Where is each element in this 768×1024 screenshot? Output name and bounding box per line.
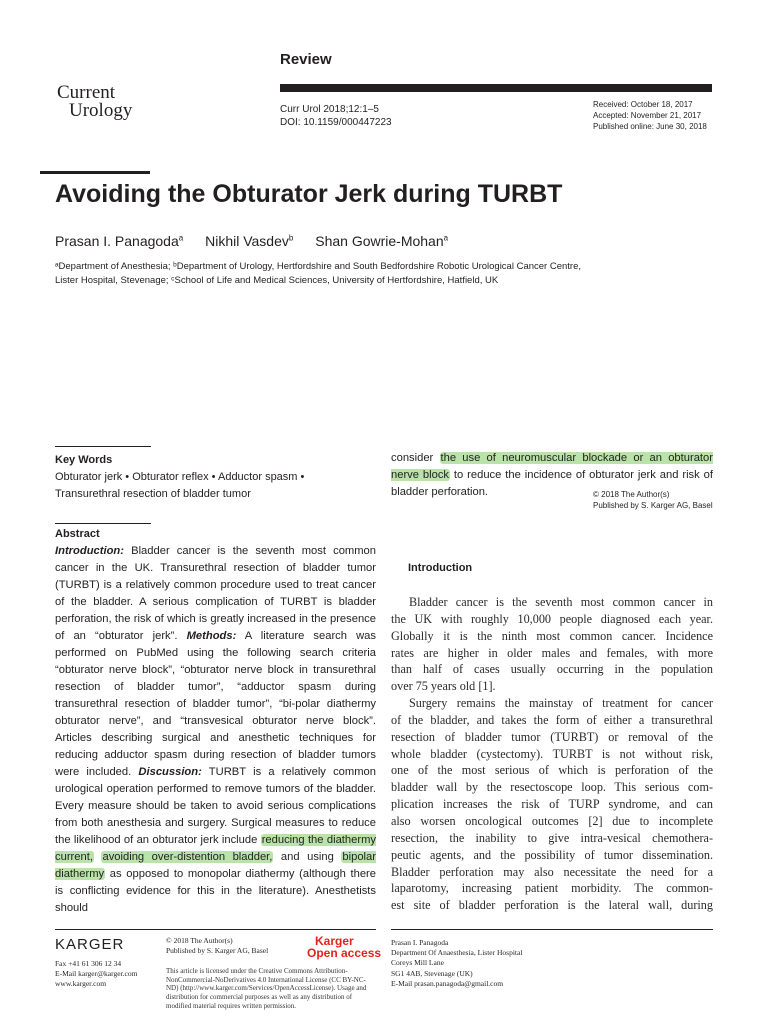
discussion-label: Discussion: <box>138 766 202 778</box>
published-date: Published online: June 30, 2018 <box>593 122 707 131</box>
article-title: Avoiding the Obturator Jerk during TURBT <box>55 180 563 208</box>
keywords-heading: Key Words <box>55 454 113 466</box>
received-date: Received: October 18, 2017 <box>593 100 693 109</box>
discussion-text: TURBT is a relatively common urological operation performed to remove tumors of the bladder. Every measure should be taken to avoid serious complications from both anesthesia and surgery. Surgical measures to reduce the likelihood of an obturator jerk include <box>55 766 376 846</box>
footer-rule-left <box>55 929 376 930</box>
affiliations <box>55 260 581 288</box>
publisher-fax: Fax +41 61 306 12 34 <box>55 959 122 968</box>
keywords-rule <box>55 446 151 447</box>
discussion-tail: as opposed to monopolar diathermy (although there is conflicting evidence for this in the literature). Anesthetists should <box>55 868 376 914</box>
intro-label: Introduction: <box>55 545 124 557</box>
highlight-neuromuscular-blockade: the use of neuromuscular blockade or an obturator nerve block <box>391 452 713 481</box>
logo-line-1: Current <box>57 82 116 103</box>
abstract-rule <box>55 523 151 524</box>
corresponding-author: Prasan I. Panagoda <box>391 938 449 947</box>
author-list <box>55 233 448 249</box>
highlight-bipolar: bipolar diathermy <box>55 851 376 880</box>
doi: DOI: 10.1159/000447223 <box>280 117 392 128</box>
author-3: Shan Gowrie-Mohan$^a$ <box>315 233 449 249</box>
author-2: Nikhil Vasdev$^b$ <box>205 233 294 249</box>
methods-label: Methods: <box>186 630 237 642</box>
abstract-continuation: consider the use of neuromuscular blockade or an obturator nerve block to reduce the incidence of obturator jerk and risk of bladder perforation. <box>391 452 713 498</box>
author-1: Prasan I. Panagoda$^a$ <box>55 233 184 249</box>
section-label: Review <box>280 51 332 68</box>
karger-logo: KARGER <box>55 936 125 953</box>
highlight-over-distention: avoiding over-distention bladder, <box>102 851 273 863</box>
journal-logo <box>57 84 132 120</box>
footer-copyright: © 2018 The Author(s) Published by S. Karger AG, Basel <box>166 936 269 955</box>
methods-text: A literature search was performed on PubMed using the following search criteria “obturator nerve block”, “obturator nerve block in transurethral resection of bladder tumor”, “adductor spasm during transurethral resection of bladder tumor”, “bi-polar diathermy obturator nerve”, and “transvesical obturator nerve block”. Articles describing surgical and anesthetic techniques for reducing adductor spasm during resection of bladder tumors were included. <box>55 630 376 778</box>
oa-open-access: Open access <box>307 946 382 960</box>
accepted-date: Accepted: November 21, 2017 <box>593 111 702 120</box>
keywords-section <box>55 452 304 503</box>
abstract-heading: Abstract <box>55 528 100 540</box>
introduction-heading: Introduction <box>408 562 473 574</box>
oa-karger: Karger <box>315 934 354 948</box>
publisher-contact <box>55 959 137 989</box>
title-rule <box>40 171 150 174</box>
header-rule <box>280 84 712 92</box>
abstract-body: Introduction: Bladder cancer is the seventh most common cancer in the UK. Transurethral resection of bladder tumor (TURBT) is a relatively common procedure used to treat cancer of the bladder. A serious complication of TURBT is bladder perforation, the risk of which is greatly increased in the presence of an “obturator jerk”. Methods: A literature search was performed on PubMed using the following search criteria “obturator nerve block”, “obturator nerve block in transurethral resection of bladder tumor”, “adductor spasm during transurethral resection of bladder tumor”, “bi-polar diathermy obturator nerve”, and “transvesical obturator nerve block”. Articles describing surgical and anesthetic techniques for reducing adductor spasm during resection of bladder tumors were included. Discussion: TURBT is a relatively common urological operation performed to remove tumors of the bladder. Every measure should be taken to avoid serious complications from both anesthesia and surgery. Surgical measures to reduce the likelihood of an obturator jerk include reducing the diathermy current, avoiding over-distention bladder, and using bipolar diathermy as opposed to monopolar diathermy (although there is conflicting evidence for this in the literature). Anesthetists should <box>55 545 376 914</box>
license-text: This article is licensed under the Creative Commons Attribution-NonCommercial-NoDerivatives 4.0 International License (CC BY-NC-ND) (http://www.karger.com/Services/OpenAccessLicense). Usage and distribution for commercial purposes as well as any distribution of modified material requires written permission. <box>166 967 367 1010</box>
highlight-diathermy-current: reducing the diathermy current, <box>55 834 376 863</box>
introduction-body: Bladder cancer is the seventh most common cancer in the UK with roughly 10,000 people diagnosed each year. Globally it is the ninth most common cancer. Incidence rates are higher in older males and females, with more than half of cases usually occurring in the population over 75 years old [1]. Surgery remains the mainstay of treatment for cancer of the bladder, and takes the form of either a transurethral resection of bladder tumor (TURBT) or removal of the whole bladder (cystectomy). TURBT is not without risk, one of the most serious of which is perforation of the bladder wall by the resectoscope loop. This serious com- plication increases the risk of TURP syndrome, and can also worsen oncological outcomes [2] due to incomplete resection, the inability to give intra-vesical chemothera- peutic agents, and the possibility of tumor dissemination. Bladder perforation may also necessitate the need for a laparotomy, increasing patient morbidity. The common- est site of bladder perforation is the lateral wall, during <box>391 595 713 913</box>
citation-block <box>280 103 392 129</box>
affiliation-line-1: ᵃDepartment of Anesthesia; ᵇDepartment of Urology, Hertfordshire and South Bedfordshire Robotic Urological Cancer Centre, <box>55 261 582 272</box>
abstract-copyright: © 2018 The Author(s) Published by S. Karger AG, Basel <box>593 490 713 510</box>
publisher-website[interactable]: www.karger.com <box>55 979 107 988</box>
intro-text: Bladder cancer is the seventh most common cancer in the UK. Transurethral resection of bladder tumor (TURBT) is a relatively common procedure used to treat cancer of the bladder. A serious complication of TURBT is bladder perforation, the risk of which is greatly increased in the presence of an “obturator jerk”. <box>55 545 376 642</box>
dates-block <box>593 99 707 132</box>
citation: Curr Urol 2018;12:1–5 <box>280 104 379 115</box>
author-email[interactable]: E-Mail prasan.panagoda@gmail.com <box>391 978 504 988</box>
logo-line-2: Urology <box>69 100 133 121</box>
affiliation-line-2: Lister Hospital, Stevenage; ᶜSchool of Life and Medical Sciences, University of Hertfordshire, Hatfield, UK <box>55 275 499 286</box>
publisher-email[interactable]: E-Mail karger@karger.com <box>55 969 138 978</box>
keywords-line-1: Obturator jerk • Obturator reflex • Adductor spasm • <box>55 471 305 483</box>
correspondence: Prasan I. Panagoda Department Of Anaesthesia, Lister Hospital Coreys Mill Lane SG1 4AB, Stevenage (UK) E-Mail prasan.panagoda@gmail.com <box>391 938 523 988</box>
open-access-logo <box>307 935 381 959</box>
footer-rule-right <box>391 929 713 930</box>
keywords-line-2: Transurethral resection of bladder tumor <box>55 488 251 500</box>
